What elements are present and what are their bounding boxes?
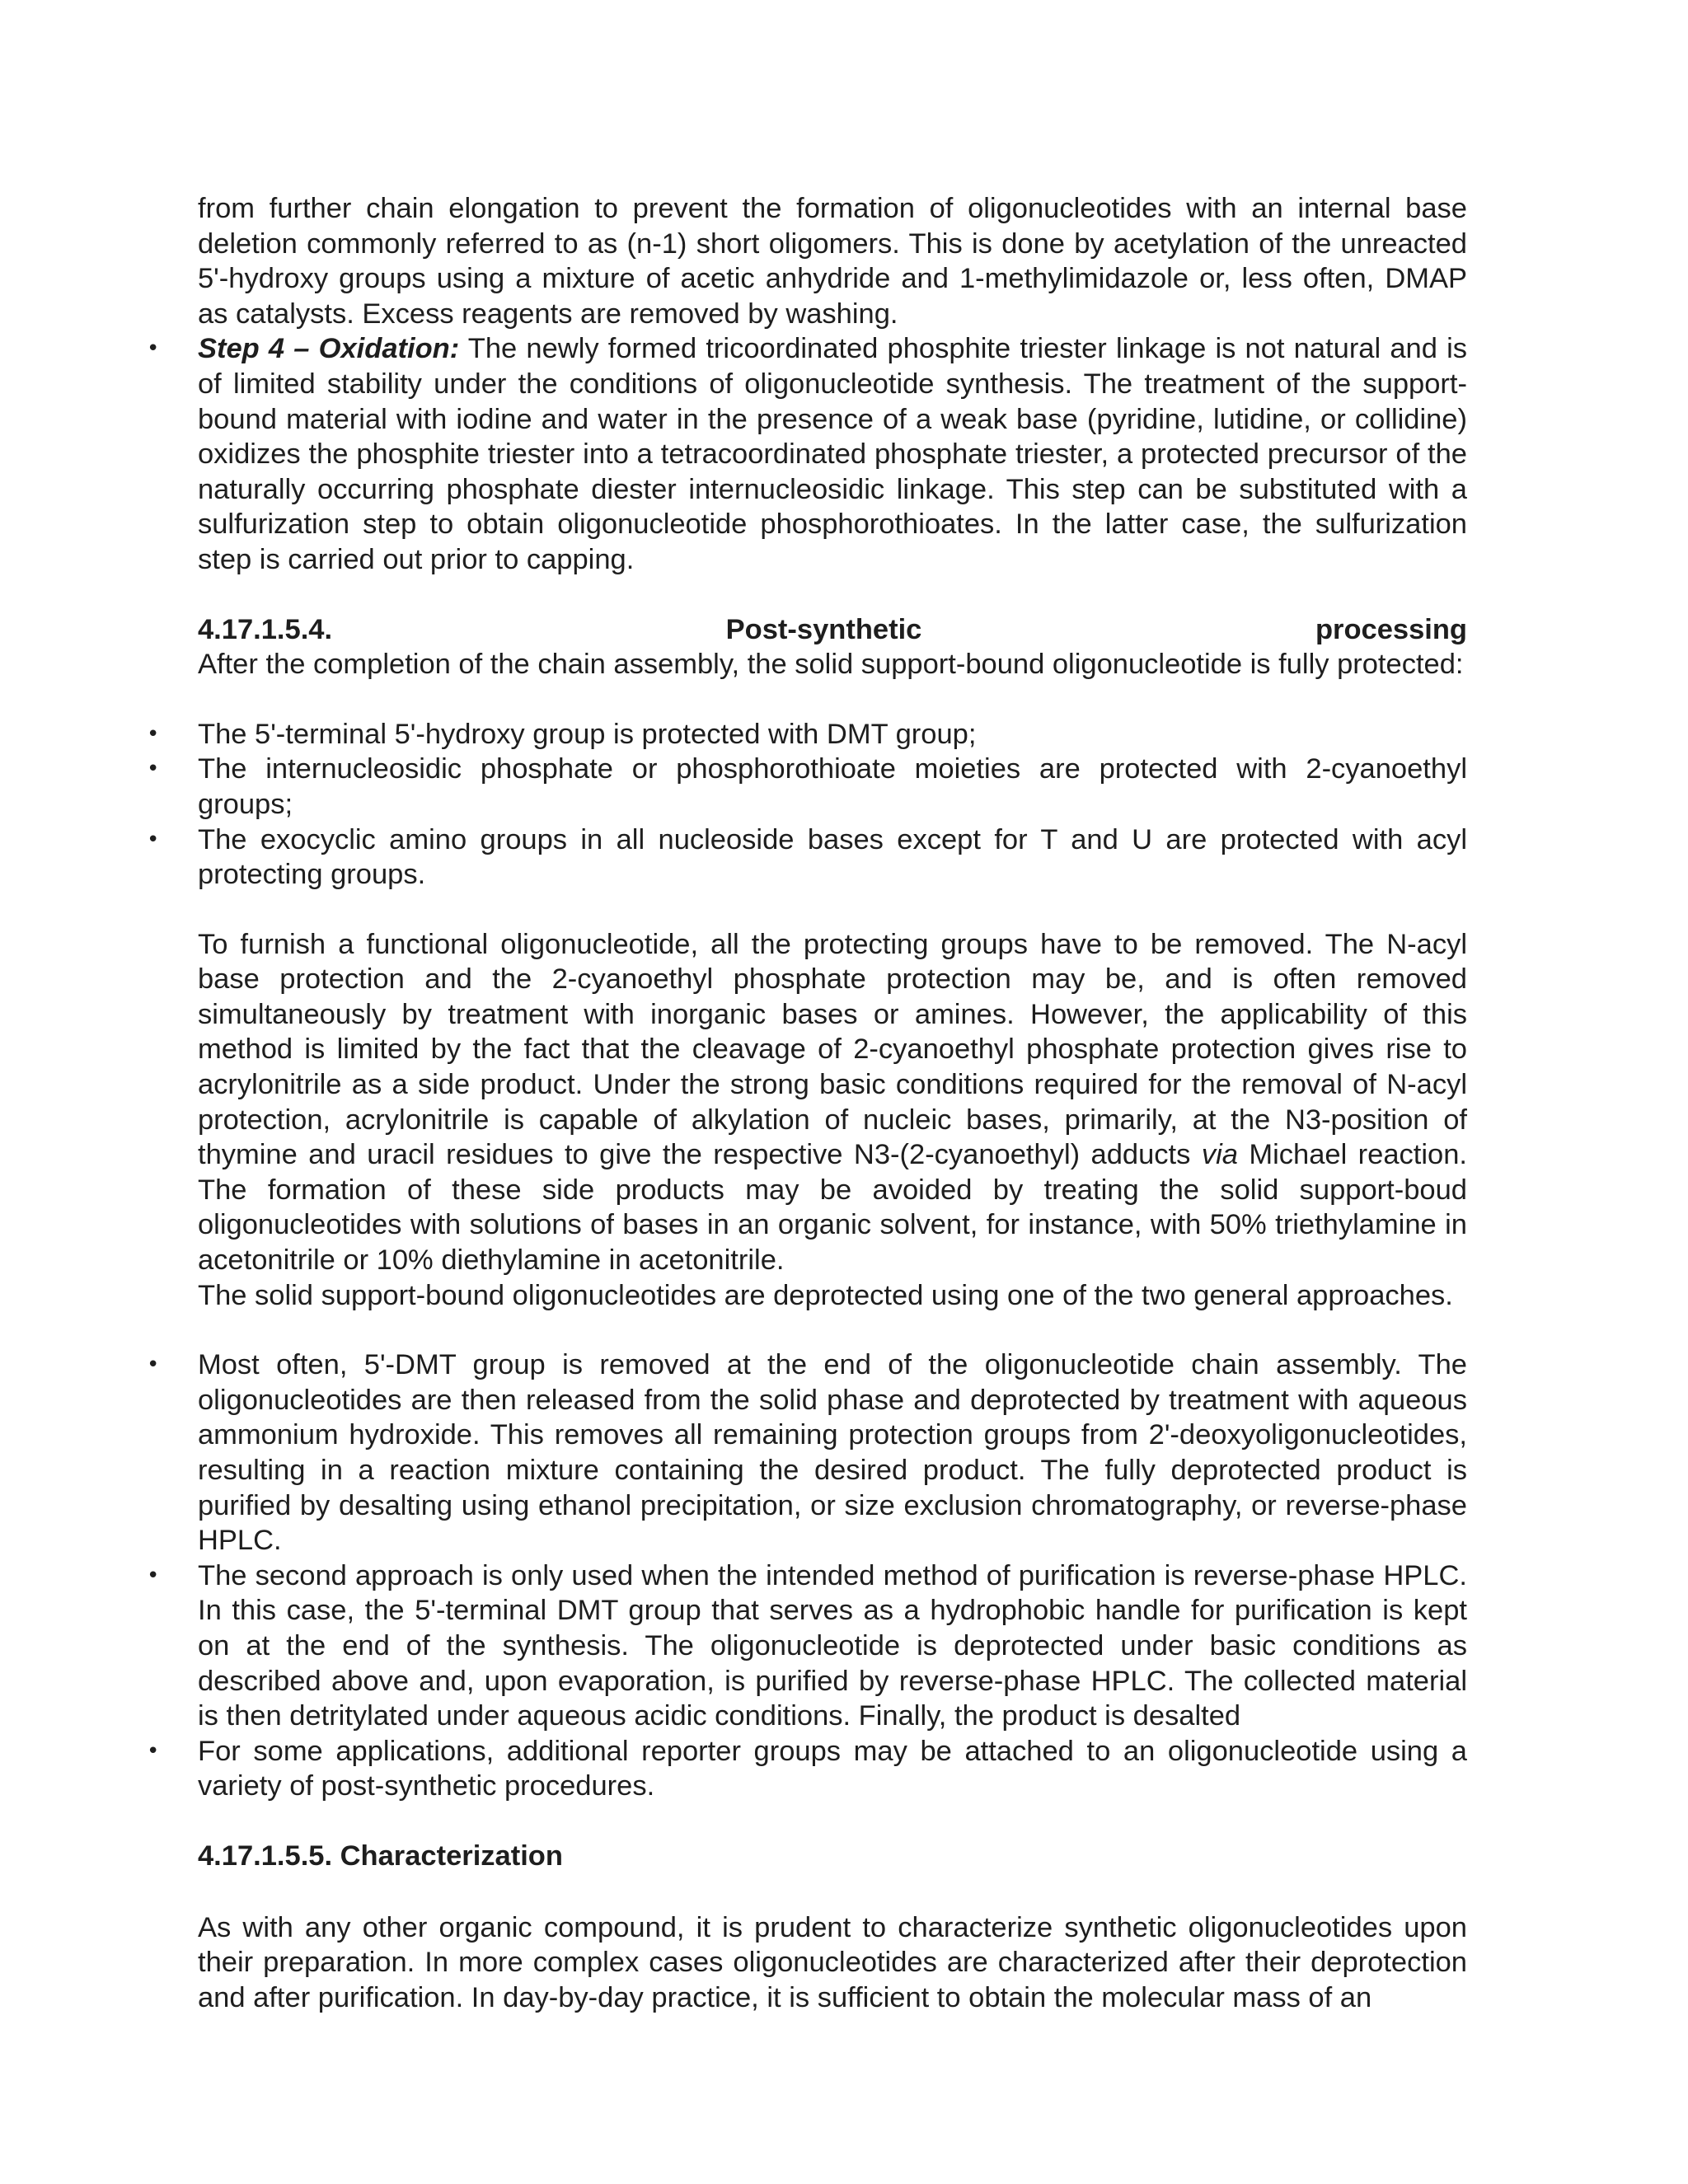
section-heading-number: 4.17.1.5.4. [198,613,333,645]
protected-groups-list [198,717,1467,893]
list-item: • The second approach is only used when the intended method of purification is reverse-phase HPLC. In this case, the 5'-terminal DMT group that serves as a hydrophobic handle for purification is kept on at the end of the synthesis. The oligonucleotide is deprotected under basic conditions as described above and, upon evaporation, is purified by reverse-phase HPLC. The collected material is then detritylated under aqueous acidic conditions. Finally, the product is desalted [198,1558,1467,1734]
section-heading-word2: processing [1315,613,1467,645]
capping-continuation-paragraph: from further chain elongation to prevent the formation of oligonucleotides with an internal base deletion commonly referred to as (n-1) short oligomers. This is done by acetylation of the unreacted 5'-hydroxy groups using a mixture of acetic anhydride and 1-methylimidazole or, less often, DMAP as catalysts. Excess reagents are removed by washing. [198,193,1467,330]
via-italic: via [1201,1139,1238,1171]
characterization-paragraph: As with any other organic compound, it is prudent to characterize synthetic oligonucleotides upon their preparation. In more complex cases oligonucleotides are characterized after their deprotection and after purification. In day-by-day practice, it is sufficient to obtain the molecular mass of an [198,1911,1467,2013]
document-page [198,191,1467,2015]
section-heading-post-synthetic [198,612,1467,648]
section-heading-characterization: 4.17.1.5.5. Characterization [198,1840,563,1872]
list-item: • Most often, 5'-DMT group is removed at the end of the oligonucleotide chain assembly. The oligonucleotides are then released from the solid phase and deprotected by treatment with aqueous ammonium hydroxide. This removes all remaining protection groups from 2'-deoxyoligonucleotides, resulting in a reaction mixture containing the desired product. The fully deprotected product is purified by desalting using ethanol precipitation, or size exclusion chromatography, or reverse-phase HPLC. [198,1347,1467,1558]
section-heading-word1: Post-synthetic [725,613,922,645]
approaches-list [198,1347,1467,1804]
list-item: • The 5'-terminal 5'-hydroxy group is protected with DMT group; [198,717,1467,752]
list-item: • The exocyclic amino groups in all nucleoside bases except for T and U are protected with acyl protecting groups. [198,823,1467,893]
step4-text: The newly formed tricoordinated phosphite triester linkage is not natural and is of limited stability under the conditions of oligonucleotide synthesis. The treatment of the support-bound material with iodine and water in the presence of a weak base (pyridine, lutidine, or collidine) oxidizes the phosphite triester into a tetracoordinated phosphate triester, a protected precursor of the naturally occurring phosphate diester internucleosidic linkage. This step can be substituted with a sulfurization step to obtain oligonucleotide phosphorothioates. In the latter case, the sulfurization step is carried out prior to capping. [198,333,1467,575]
approaches-intro: The solid support-bound oligonucleotides are deprotected using one of the two general approaches. [198,1279,1453,1311]
deprotection-paragraph: To furnish a functional oligonucleotide, all the protecting groups have to be removed. The N-acyl base protection and the 2-cyanoethyl phosphate protection may be, and is often removed simultaneously by treatment with inorganic bases or amines. However, the applicability of this method is limited by the fact that the cleavage of 2-cyanoethyl phosphate protection gives rise to acrylonitrile as a side product. Under the strong basic conditions required for the removal of N-acyl protection, acrylonitrile is capable of alkylation of nucleic bases, primarily, at the N3-position of thymine and uracil residues to give the respective N3-(2-cyanoethyl) adducts via Michael reaction. The formation of these side products may be avoided by treating the solid support-boud oligonucleotides with solutions of bases in an organic solvent, for instance, with 50% triethylamine in acetonitrile or 10% diethylamine in acetonitrile. [198,928,1467,1277]
step4-label: Step 4 – Oxidation: [198,333,460,365]
list-item: • For some applications, additional reporter groups may be attached to an oligonucleotide using a variety of post-synthetic procedures. [198,1734,1467,1804]
step4-item [198,331,1467,577]
post-synthetic-intro: After the completion of the chain assembly, the solid support-bound oligonucleotide is fully protected: [198,649,1464,681]
list-item: • The internucleosidic phosphate or phosphorothioate moieties are protected with 2-cyanoethyl groups; [198,752,1467,822]
step-list [198,331,1467,577]
